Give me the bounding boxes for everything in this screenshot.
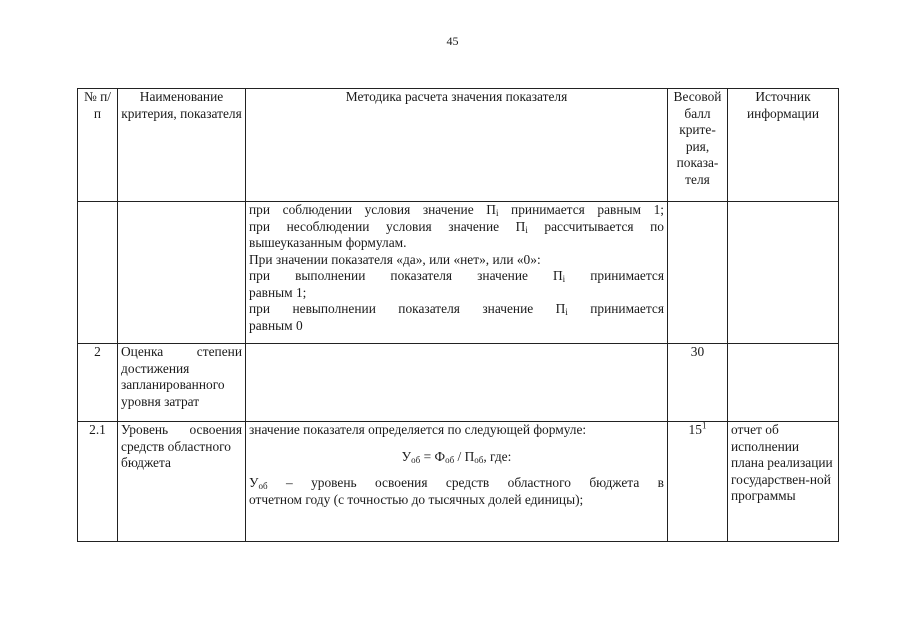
row-method: [246, 422, 668, 542]
row-weight: [668, 202, 728, 344]
header-weight: Весовой балл крите-рия, показа-теля: [668, 89, 728, 202]
row-number: [78, 202, 118, 344]
footnote-mark: 1: [701, 420, 707, 431]
formula: $У_{об} = Ф_{об} / П_{об}$, где:: [401, 448, 512, 465]
name-line: Оценка степени: [121, 344, 242, 359]
method-line: при несоблюдении условия значение $П_i$ рассчитывается по: [249, 218, 665, 235]
row-source: [728, 202, 839, 344]
header-method: Методика расчета значения показателя: [246, 89, 668, 202]
table-row: [78, 202, 839, 344]
name-rest: средств областного бюджета: [121, 438, 231, 470]
table-header-row: [78, 89, 839, 202]
definition-line: отчетном году (с точностью до тысячных долей единицы);: [249, 491, 584, 507]
method-line: при соблюдении условия значение $П_i$ принимается равным 1;: [249, 202, 664, 218]
method-line: вышеуказанным формулам.: [249, 235, 407, 250]
header-name: Наименование критерия, показателя: [118, 89, 246, 202]
method-line: при выполнении показателя значение $П_i$ принимается: [249, 268, 664, 284]
method-intro: значение показателя определяется по следующей формуле:: [249, 422, 587, 437]
method-line: равным 1;: [249, 284, 307, 300]
row-weight: $15^1$: [668, 422, 728, 542]
name-rest: достижения запланированного уровня затрат: [121, 360, 225, 409]
header-source: Источник информации: [728, 89, 839, 202]
method-line: равным 0: [249, 317, 303, 333]
page-number: 45: [446, 34, 459, 48]
table-row: [78, 344, 839, 422]
row-source: [728, 344, 839, 422]
method-line: При значении показателя «да», или «нет», или «0»:: [249, 251, 541, 267]
method-line: при невыполнении показателя значение $П_i$ принимается: [249, 301, 664, 317]
row-name: [118, 202, 246, 344]
row-weight: 30: [668, 344, 728, 422]
definition-line: $У_{об}$ – уровень освоения средств областного бюджета в: [249, 475, 664, 491]
criteria-table: [77, 88, 839, 542]
row-name: [118, 344, 246, 422]
row-source: отчет об исполнении плана реализации государствен-ной программы: [728, 422, 839, 542]
row-name: [118, 422, 246, 542]
row-method: [246, 344, 668, 422]
row-number: 2.1: [78, 422, 118, 542]
row-number: 2: [78, 344, 118, 422]
table-row: [78, 422, 839, 542]
name-line: Уровень освоения: [121, 422, 242, 437]
row-method: [246, 202, 668, 344]
header-number: № п/п: [78, 89, 118, 202]
